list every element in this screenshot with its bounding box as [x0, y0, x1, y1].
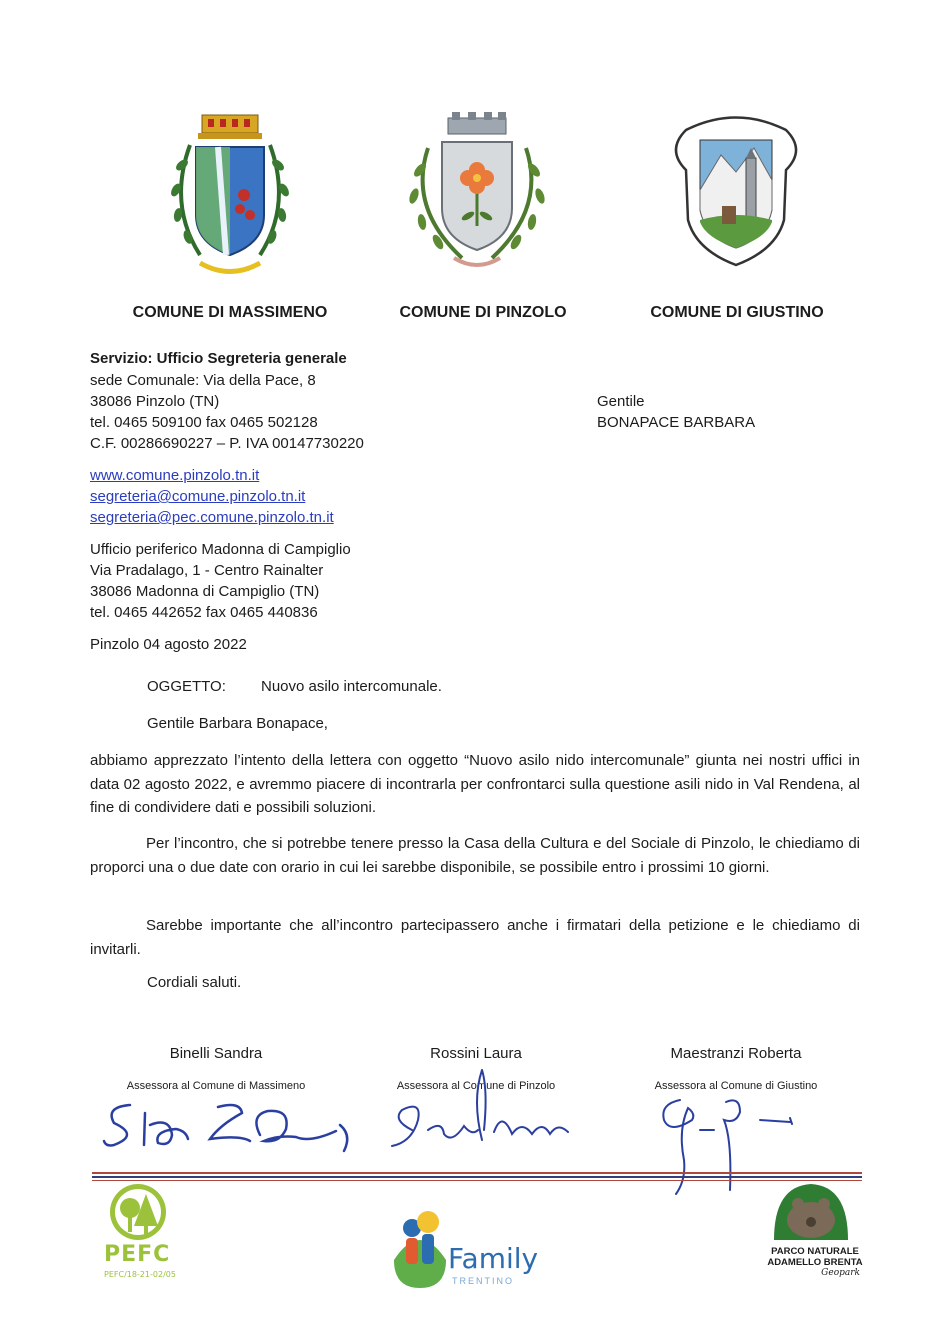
footer-divider [92, 1172, 862, 1174]
pec-email-link[interactable]: segreteria@pec.comune.pinzolo.tn.it [90, 509, 334, 526]
website-link[interactable]: www.comune.pinzolo.tn.it [90, 467, 260, 484]
place-date: Pinzolo 04 agosto 2022 [90, 636, 247, 653]
park-name-line2: ADAMELLO BRENTA [767, 1257, 863, 1268]
family-label: Family [448, 1242, 539, 1275]
pefc-label: PEFC [104, 1242, 171, 1267]
sender-address-line: tel. 0465 509100 fax 0465 502128 [90, 414, 318, 431]
family-trentino-logo [390, 1200, 450, 1295]
signatory-role: Assessora al Comune di Pinzolo [396, 1080, 556, 1092]
footer-divider [92, 1176, 862, 1178]
letter-paragraph: abbiamo apprezzato l’intento della lettera con oggetto “Nuovo asilo nido intercomunale” giunta nei nostri uffici in data 02 agosto 2022, e avremmo piacere di incontrarla per confrontarci sulla questione asili nido in Val Rendena, al fine di condividere dati e possibili soluzioni. [90, 752, 860, 816]
signatory-name: Maestranzi Roberta [670, 1045, 802, 1062]
signatory-name: Rossini Laura [430, 1045, 522, 1062]
sender-address-line: 38086 Pinzolo (TN) [90, 393, 220, 410]
signature-rossini [372, 1060, 592, 1165]
commune-name-giustino: COMUNE DI GIUSTINO [650, 304, 824, 321]
branch-office-line: tel. 0465 442652 fax 0465 440836 [90, 604, 318, 621]
email-link[interactable]: segreteria@comune.pinzolo.tn.it [90, 488, 306, 505]
park-geopark: Geopark [821, 1268, 860, 1278]
commune-name-pinzolo: COMUNE DI PINZOLO [399, 304, 567, 321]
signatory-role: Assessora al Comune di Massimeno [126, 1080, 306, 1092]
sender-address-line: sede Comunale: Via della Pace, 8 [90, 372, 316, 389]
signatory-role: Assessora al Comune di Giustino [654, 1080, 818, 1092]
letter-paragraph: Per l’incontro, che si potrebbe tenere presso la Casa della Cultura e del Sociale di Pinzolo, le chiediamo di proporci una o due date con orario in cui lei sarebbe disponibile, se possibile entro i prossimi 10 giorni. [90, 835, 860, 876]
branch-office-line: 38086 Madonna di Campiglio (TN) [90, 583, 320, 600]
pefc-logo [102, 1182, 174, 1247]
subject-text: Nuovo asilo intercomunale. [261, 678, 442, 695]
service-heading: Servizio: Ufficio Segreteria generale [90, 350, 347, 367]
footer-divider [92, 1180, 862, 1181]
massimeno-crest [160, 105, 300, 285]
branch-office-line: Via Pradalago, 1 - Centro Rainalter [90, 562, 324, 579]
park-name-line1: PARCO NATURALE [771, 1246, 859, 1257]
letter-paragraph: Sarebbe importante che all’incontro partecipassero anche i firmatari della petizione e le chiediamo di invitarli. [90, 917, 860, 958]
sender-address-line: C.F. 00286690227 – P. IVA 00147730220 [90, 435, 364, 452]
letter-greeting: Gentile Barbara Bonapace, [147, 715, 328, 732]
recipient-salutation: Gentile [597, 393, 645, 410]
letter-closing: Cordiali saluti. [147, 974, 242, 991]
park-logo [768, 1180, 854, 1251]
giustino-crest [666, 110, 806, 275]
branch-office-line: Ufficio periferico Madonna di Campiglio [90, 541, 351, 558]
signature-binelli [100, 1095, 370, 1160]
signatory-name: Binelli Sandra [169, 1045, 263, 1062]
family-sublabel: TRENTINO [452, 1276, 514, 1286]
commune-name-massimeno: COMUNE DI MASSIMENO [132, 304, 328, 321]
pefc-code: PEFC/18-21-02/05 [104, 1270, 176, 1279]
pinzolo-crest [402, 108, 552, 283]
recipient-name: BONAPACE BARBARA [597, 414, 756, 431]
subject-label: OGGETTO: [147, 678, 226, 695]
